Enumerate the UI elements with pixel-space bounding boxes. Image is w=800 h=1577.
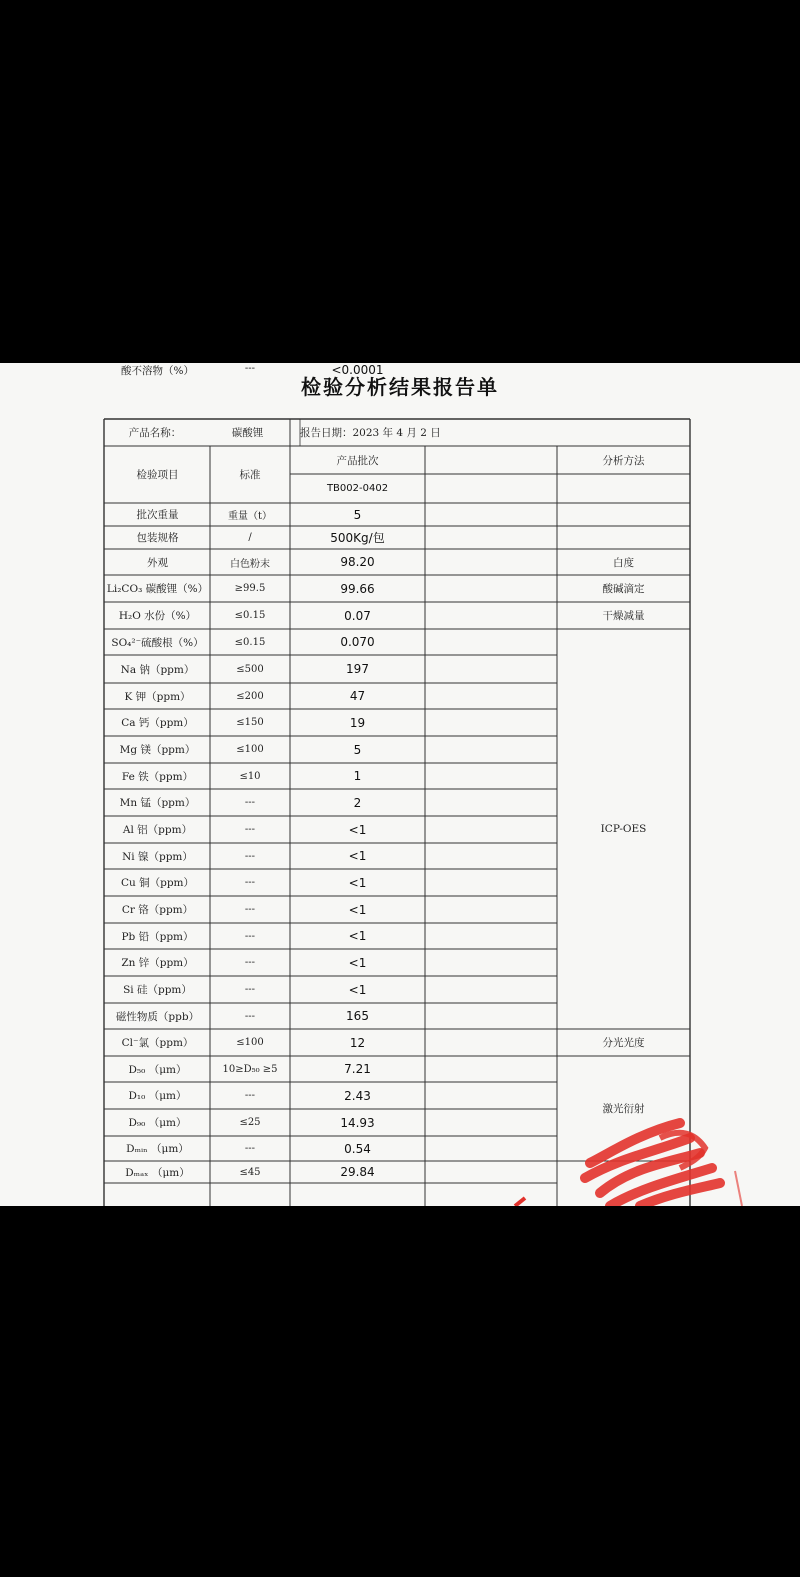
row-value: <1 xyxy=(348,875,367,890)
row-standard: 白色粉末 xyxy=(230,558,270,570)
row-value: 98.20 xyxy=(340,555,375,569)
row-standard: 重量（t） xyxy=(227,511,273,522)
col-header-standard: 标准 xyxy=(239,469,261,481)
row-item: Cr 铬（ppm） xyxy=(121,904,194,916)
row-standard: ≤25 xyxy=(239,1117,261,1128)
method-drying: 干燥减量 xyxy=(602,610,645,622)
row-item: Ca 钙（ppm） xyxy=(121,717,194,729)
report-paper xyxy=(0,363,800,1206)
col-header-batch: 产品批次 xyxy=(336,454,379,467)
method-whiteness: 白度 xyxy=(613,556,634,569)
row-standard: ≤45 xyxy=(239,1166,261,1178)
row-standard: / xyxy=(248,532,252,543)
row-item: D₁₀ （μm） xyxy=(128,1090,187,1102)
method-spectro: 分光光度 xyxy=(602,1037,645,1049)
row-item: Dₘᵢₙ （μm） xyxy=(126,1143,189,1155)
row-standard: --- xyxy=(244,1143,256,1154)
row-item: D₅₀ （μm） xyxy=(128,1063,187,1076)
row-standard: ≥99.5 xyxy=(234,583,266,594)
row-item: 批次重量 xyxy=(136,509,179,521)
row-standard: --- xyxy=(244,877,256,888)
row-value: 197 xyxy=(346,662,369,676)
row-value: 0.070 xyxy=(340,635,375,649)
row-value: <1 xyxy=(348,902,367,917)
row-value: <1 xyxy=(348,955,367,970)
row-item: H₂O 水份（%） xyxy=(118,610,197,622)
row-value: <1 xyxy=(348,849,367,863)
row-value: 2 xyxy=(353,795,362,810)
row-item: Na 钠（ppm） xyxy=(120,663,195,676)
row-item: D₉₀ （μm） xyxy=(128,1117,187,1129)
row-item: Cu 铜（ppm） xyxy=(120,877,195,889)
method-icp: ICP-OES xyxy=(600,823,647,835)
row-value: 0.54 xyxy=(344,1141,371,1156)
row-item: Pb 铅（ppm） xyxy=(121,930,194,943)
row-value: 12 xyxy=(349,1035,366,1050)
row-item: 包装规格 xyxy=(136,532,179,544)
row-standard: ≤200 xyxy=(236,690,264,702)
row-value: 99.66 xyxy=(340,581,375,596)
row-value: 500Kg/包 xyxy=(330,531,385,545)
row-item: Si 硅（ppm） xyxy=(123,984,192,996)
row-standard: --- xyxy=(244,824,256,835)
row-value: <1 xyxy=(348,982,367,997)
product-name-value: 碳酸锂 xyxy=(231,426,264,439)
row-item: Zn 锌（ppm） xyxy=(121,957,194,969)
report-title: 检验分析结果报告单 xyxy=(301,375,499,399)
row-standard: --- xyxy=(244,1010,256,1022)
col-header-item: 检验项目 xyxy=(136,469,179,481)
col-header-method: 分析方法 xyxy=(602,454,645,467)
row-standard: --- xyxy=(244,363,256,374)
row-value: 47 xyxy=(349,689,366,703)
row-value: <1 xyxy=(348,822,367,837)
row-standard: --- xyxy=(244,850,256,862)
row-standard: ≤0.15 xyxy=(234,610,266,621)
row-value: <1 xyxy=(348,929,367,943)
row-item: K 钾（ppm） xyxy=(124,690,191,703)
row-item: Cl⁻氯（ppm） xyxy=(121,1037,194,1049)
row-standard: --- xyxy=(244,984,256,995)
row-value: <0.0001 xyxy=(331,363,384,377)
method-laser: 激光衍射 xyxy=(602,1103,645,1115)
row-item: Ni 镍（ppm） xyxy=(122,850,193,863)
row-item: SO₄²⁻硫酸根（%） xyxy=(111,636,204,649)
row-value: 7.21 xyxy=(344,1062,371,1076)
row-item: Al 铝（ppm） xyxy=(122,824,193,836)
row-standard: --- xyxy=(244,930,256,942)
row-item: Mg 镁（ppm） xyxy=(119,744,196,756)
row-standard: --- xyxy=(244,797,256,808)
product-name-label: 产品名称： xyxy=(128,426,182,439)
red-stamp-scribble xyxy=(0,363,800,1206)
row-value: 14.93 xyxy=(340,1115,375,1130)
row-item: Mn 锰（ppm） xyxy=(119,797,196,809)
row-value: 2.43 xyxy=(344,1088,371,1103)
row-standard: --- xyxy=(244,1090,256,1101)
row-value: 5 xyxy=(353,742,362,757)
batch-number: TB002-0402 xyxy=(326,483,389,494)
row-standard: --- xyxy=(244,904,256,915)
row-item: 磁性物质（ppb） xyxy=(115,1010,200,1023)
row-value: 165 xyxy=(346,1009,369,1023)
row-item: 外观 xyxy=(147,556,168,569)
row-value: 1 xyxy=(353,769,362,783)
row-standard: ≤500 xyxy=(236,663,264,675)
row-standard: --- xyxy=(244,957,256,968)
report-date: 报告日期：2023 年 4 月 2 日 xyxy=(300,426,441,439)
method-titration: 酸碱滴定 xyxy=(602,583,645,595)
row-standard: 10≥D₅₀ ≥5 xyxy=(222,1063,278,1075)
row-standard: ≤100 xyxy=(236,1037,264,1048)
row-value: 0.07 xyxy=(344,608,371,623)
row-standard: ≤0.15 xyxy=(234,636,266,648)
row-value: 19 xyxy=(349,715,366,730)
row-standard: ≤100 xyxy=(236,744,264,755)
row-item: 酸不溶物（%） xyxy=(121,365,194,377)
row-item: Dₘₐₓ （μm） xyxy=(125,1166,190,1179)
row-value: 29.84 xyxy=(340,1165,375,1179)
row-standard: ≤150 xyxy=(236,717,264,728)
row-item: Fe 铁（ppm） xyxy=(121,770,194,783)
row-standard: ≤10 xyxy=(239,770,261,782)
row-item: Li₂CO₃ 碳酸锂（%） xyxy=(106,583,209,595)
row-value: 5 xyxy=(353,507,362,522)
